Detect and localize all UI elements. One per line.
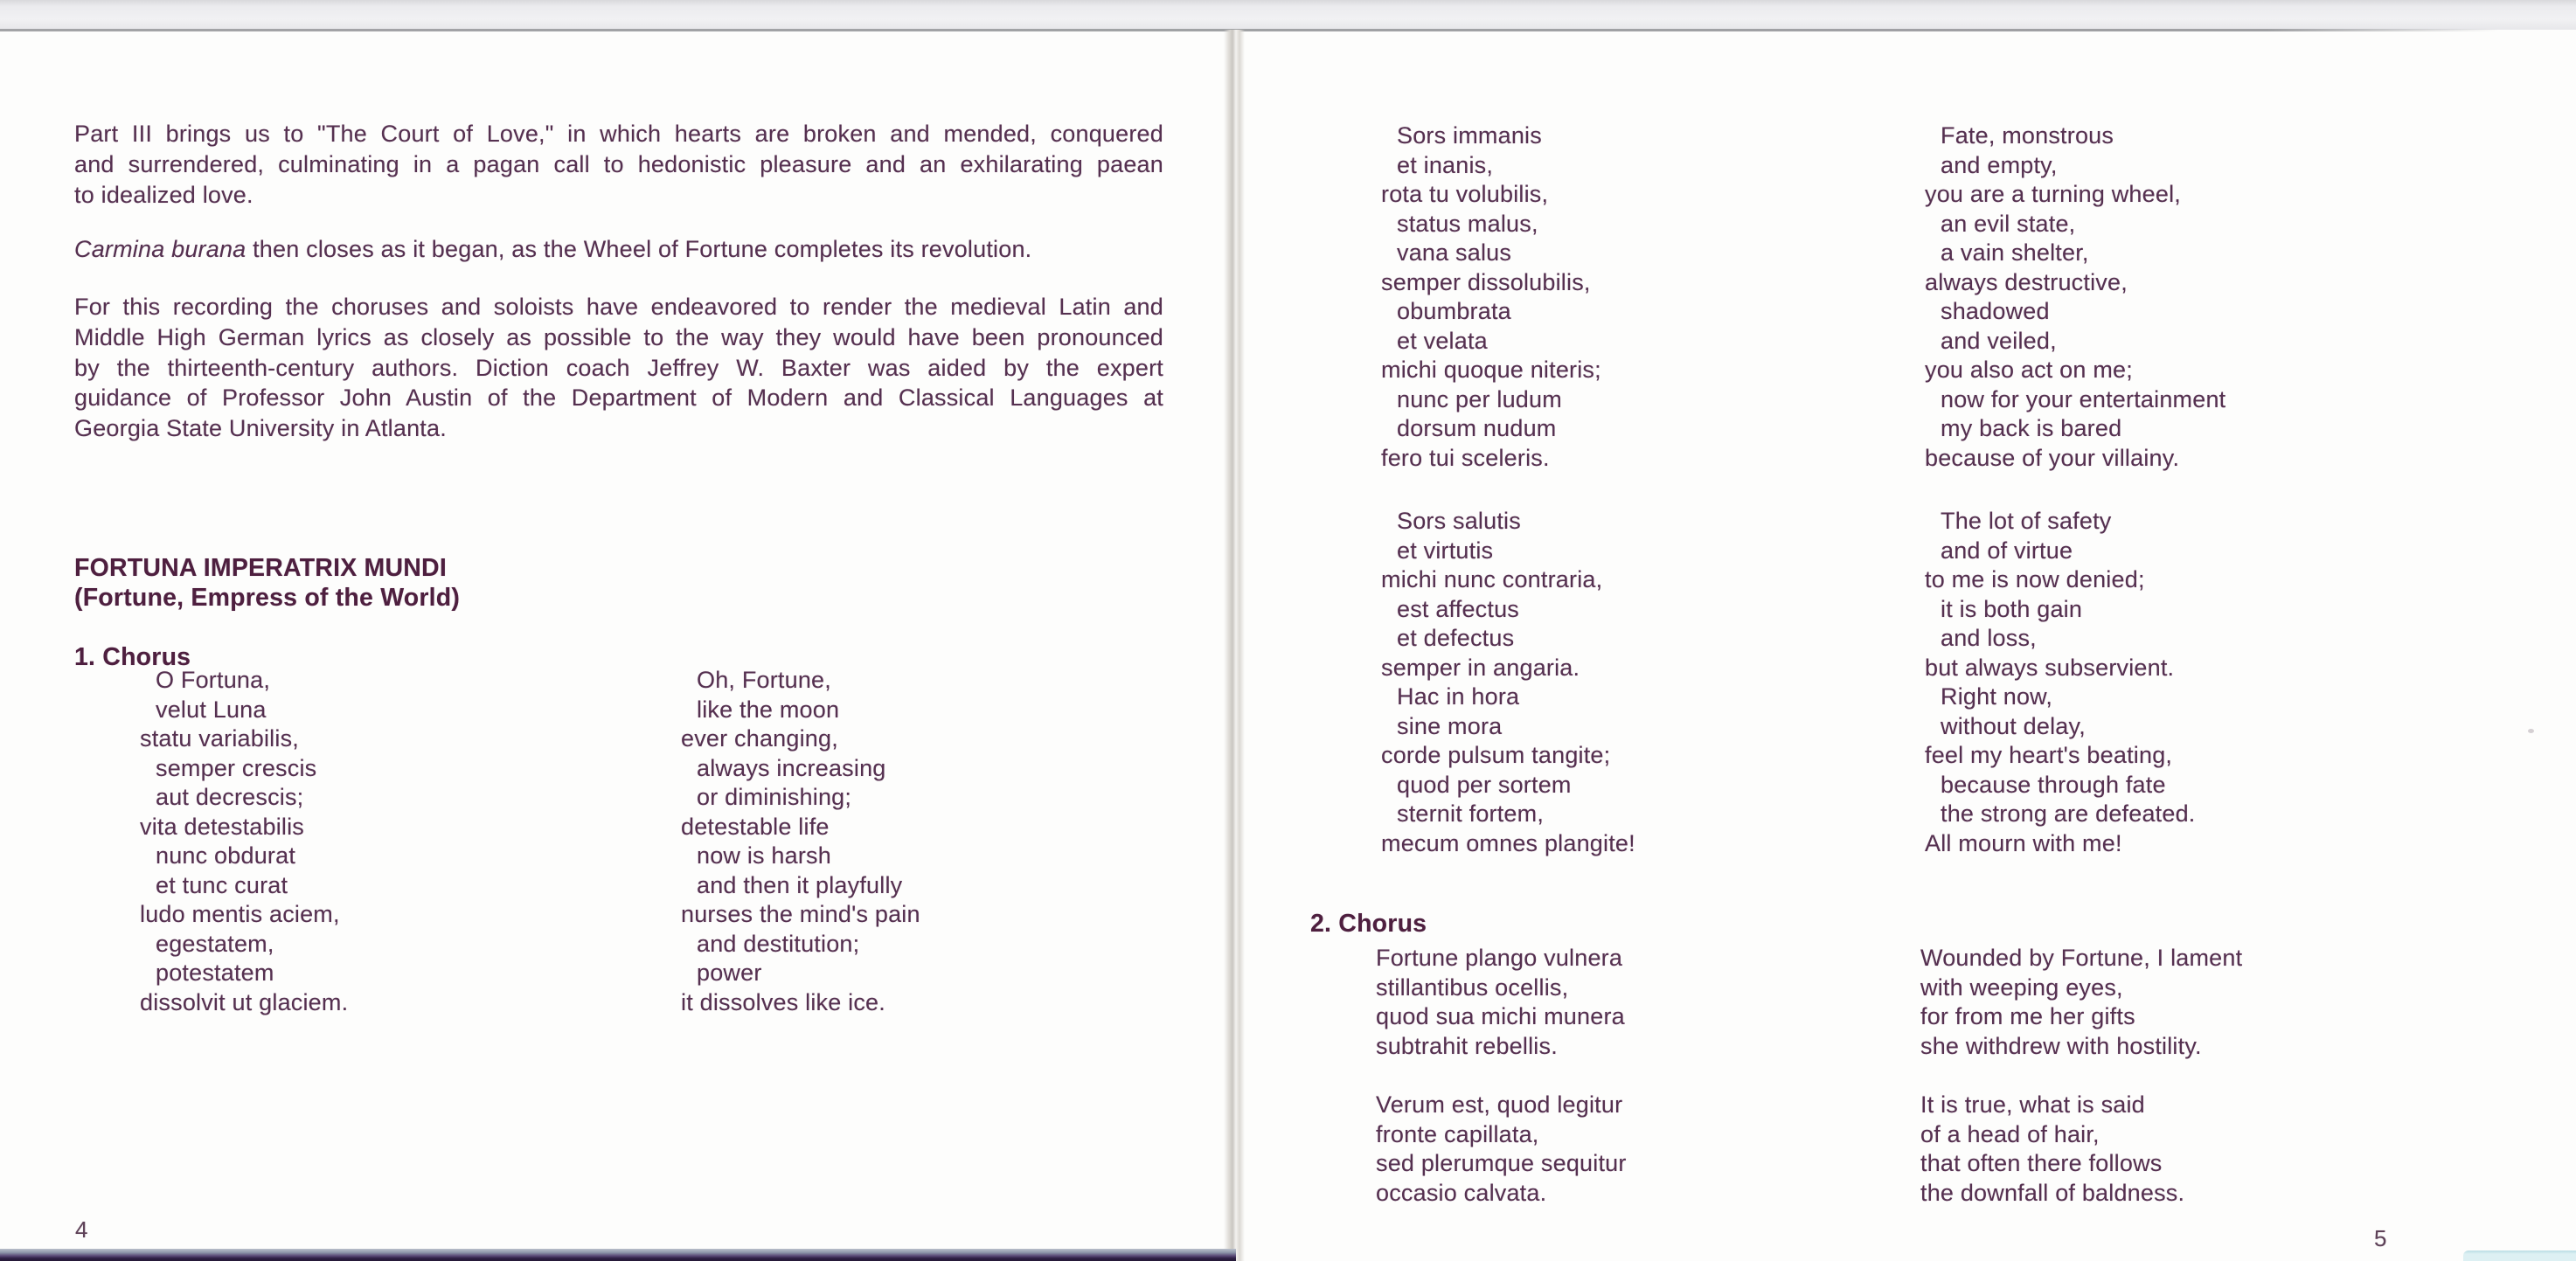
verse-line: for from me her gifts [1920, 1003, 2135, 1029]
verse-line: dorsum nudum [1397, 415, 1557, 441]
verse-line: et tunc curat [156, 871, 288, 898]
verse-line: always increasing [697, 754, 886, 781]
verse-latin-stanza2 [1381, 121, 1601, 473]
verse-english-stanza1 [681, 666, 920, 1017]
paragraph-line: For this recording the choruses and soloists have endeavored to render the medieval Latin and [74, 294, 1163, 320]
paragraph-line: Georgia State University in Atlanta. [74, 415, 447, 442]
verse-line: ever changing, [681, 725, 838, 752]
verse-line: you are a turning wheel, [1925, 181, 2181, 207]
verse-line: ludo mentis aciem, [140, 901, 340, 927]
verse-line: et virtutis [1397, 537, 1494, 564]
intro-paragraph-3 [74, 292, 1163, 444]
verse-line: fronte capillata, [1376, 1120, 1539, 1147]
verse-line: vana salus [1397, 239, 1512, 266]
verse-line: power [697, 960, 762, 986]
verse-line: egestatem, [156, 930, 274, 957]
paragraph-line: guidance of Professor John Austin of the Department of Modern and Classical Languages at [74, 385, 1163, 412]
verse-english-stanza2 [1925, 121, 2225, 473]
verse-line: Hac in hora [1397, 683, 1520, 710]
verse-line: O Fortuna, [156, 667, 271, 693]
page-number-left: 4 [75, 1216, 88, 1243]
verse-line: detestable life [681, 813, 830, 840]
intro-paragraph-1 [74, 119, 1163, 210]
verse-line: quod per sortem [1397, 771, 1572, 798]
verse-line: and loss, [1941, 625, 2037, 651]
work-title-italic: Carmina burana [74, 236, 246, 262]
verse-line: est affectus [1397, 595, 1519, 622]
verse-line: my back is bared [1941, 415, 2122, 441]
verse-line: always destructive, [1925, 268, 2128, 295]
verse-line: michi quoque niteris; [1381, 357, 1601, 383]
scan-top-edge [0, 0, 2576, 30]
movement-2-heading: 2. Chorus [1310, 910, 1427, 938]
verse-line: Sors salutis [1397, 508, 1521, 534]
verse-line: now is harsh [697, 842, 831, 869]
verse-line: and destitution; [697, 930, 860, 957]
verse-line: because of your villainy. [1925, 444, 2180, 471]
verse-line: All mourn with me! [1925, 829, 2122, 856]
verse-latin-stanza3 [1381, 507, 1635, 858]
verse-line: statu variabilis, [140, 725, 299, 752]
page-number-right: 5 [2374, 1225, 2387, 1251]
verse-line: semper crescis [156, 754, 317, 781]
verse-english-m2-stanza1 [1920, 944, 2242, 1061]
verse-line: and of virtue [1941, 537, 2073, 564]
paragraph-line: by the thirteenth-century authors. Diction coach Jeffrey W. Baxter was aided by the expert [74, 354, 1163, 381]
verse-line: et velata [1397, 327, 1488, 354]
verse-line: stillantibus ocellis, [1376, 973, 1569, 1001]
section-subtitle: (Fortune, Empress of the World) [74, 584, 461, 612]
verse-line: feel my heart's beating, [1925, 742, 2173, 768]
verse-line: aut decrescis; [156, 784, 304, 810]
verse-line: et inanis, [1397, 151, 1494, 178]
verse-line: Wounded by Fortune, I lament [1920, 945, 2243, 971]
section-title: FORTUNA IMPERATRIX MUNDI [74, 554, 447, 582]
verse-line: Oh, Fortune, [697, 667, 831, 693]
verse-line: a vain shelter, [1941, 239, 2089, 266]
verse-line: sine mora [1397, 712, 1503, 739]
verse-line: The lot of safety [1941, 508, 2112, 534]
verse-line: or diminishing; [697, 784, 852, 810]
verse-line: with weeping eyes, [1920, 973, 2123, 1001]
verse-line: It is true, what is said [1920, 1091, 2145, 1118]
verse-line: potestatem [156, 960, 274, 986]
verse-latin-m2-stanza2 [1376, 1091, 1627, 1208]
verse-line: fero tui sceleris. [1381, 444, 1550, 471]
verse-line: it is both gain [1941, 595, 2083, 622]
verse-line: that often there follows [1920, 1150, 2163, 1176]
verse-line: quod sua michi munera [1376, 1003, 1625, 1029]
movement-1-heading: 1. Chorus [74, 643, 191, 671]
verse-line: without delay, [1941, 712, 2086, 739]
verse-line: Verum est, quod legitur [1376, 1091, 1623, 1118]
verse-english-stanza3 [1925, 507, 2196, 858]
verse-line: vita detestabilis [140, 813, 304, 840]
verse-line: et defectus [1397, 625, 1515, 651]
verse-line: corde pulsum tangite; [1381, 742, 1611, 768]
verse-line: now for your entertainment [1941, 385, 2226, 412]
scan-speck [2528, 729, 2534, 733]
verse-line: nurses the mind's pain [681, 901, 920, 927]
verse-line: it dissolves like ice. [681, 988, 885, 1015]
verse-line: the strong are defeated. [1941, 800, 2196, 827]
verse-line: nunc obdurat [156, 842, 296, 869]
verse-line: Sors immanis [1397, 122, 1542, 149]
verse-line: michi nunc contraria, [1381, 566, 1603, 592]
scan-top-edge-line [0, 29, 2576, 31]
verse-latin-m2-stanza1 [1376, 944, 1625, 1061]
verse-line: shadowed [1941, 298, 2050, 324]
verse-line: status malus, [1397, 210, 1538, 237]
verse-line: you also act on me; [1925, 357, 2133, 383]
verse-line: an evil state, [1941, 210, 2076, 237]
verse-line: Fate, monstrous [1941, 122, 2114, 149]
paragraph-line: to idealized love. [74, 181, 253, 208]
paragraph-line: and surrendered, culminating in a pagan call to hedonistic pleasure and an exhilarating paean [74, 150, 1163, 177]
verse-line: the downfall of baldness. [1920, 1179, 2185, 1206]
verse-line: and veiled, [1941, 327, 2057, 354]
verse-line: but always subservient. [1925, 654, 2175, 681]
paragraph-text: then closes as it began, as the Wheel of Fortune completes its revolution. [246, 236, 1032, 262]
paragraph-line: Middle High German lyrics as closely as possible to the way they would have been pronounced [74, 323, 1163, 350]
verse-line: she withdrew with hostility. [1920, 1032, 2202, 1059]
page-gutter [1224, 30, 1245, 1261]
verse-line: Right now, [1941, 683, 2053, 710]
verse-line: because through fate [1941, 771, 2166, 798]
verse-latin-stanza1 [140, 666, 348, 1017]
verse-english-m2-stanza2 [1920, 1091, 2184, 1208]
scan-bottom-edge [0, 1249, 1236, 1261]
verse-line: occasio calvata. [1376, 1179, 1547, 1206]
verse-line: to me is now denied; [1925, 566, 2145, 592]
verse-line: rota tu volubilis, [1381, 181, 1549, 207]
verse-line: mecum omnes plangite! [1381, 829, 1635, 856]
verse-line: and empty, [1941, 151, 2058, 178]
verse-line: semper in angaria. [1381, 654, 1580, 681]
verse-line: of a head of hair, [1920, 1120, 2100, 1147]
verse-line: semper dissolubilis, [1381, 268, 1591, 295]
verse-line: dissolvit ut glaciem. [140, 988, 349, 1015]
verse-line: sternit fortem, [1397, 800, 1545, 827]
verse-line: and then it playfully [697, 871, 903, 898]
verse-line: subtrahit rebellis. [1376, 1032, 1558, 1059]
paragraph-line: Part III brings us to "The Court of Love," in which hearts are broken and mended, conquered [74, 121, 1163, 147]
scan-corner-artifact [2463, 1251, 2576, 1261]
verse-line: sed plerumque sequitur [1376, 1150, 1627, 1176]
verse-line: obumbrata [1397, 298, 1511, 324]
verse-line: like the moon [697, 696, 840, 723]
intro-paragraph-2 [74, 234, 1163, 265]
verse-line: velut Luna [156, 696, 267, 723]
verse-line: Fortune plango vulnera [1376, 945, 1623, 971]
verse-line: nunc per ludum [1397, 385, 1562, 412]
